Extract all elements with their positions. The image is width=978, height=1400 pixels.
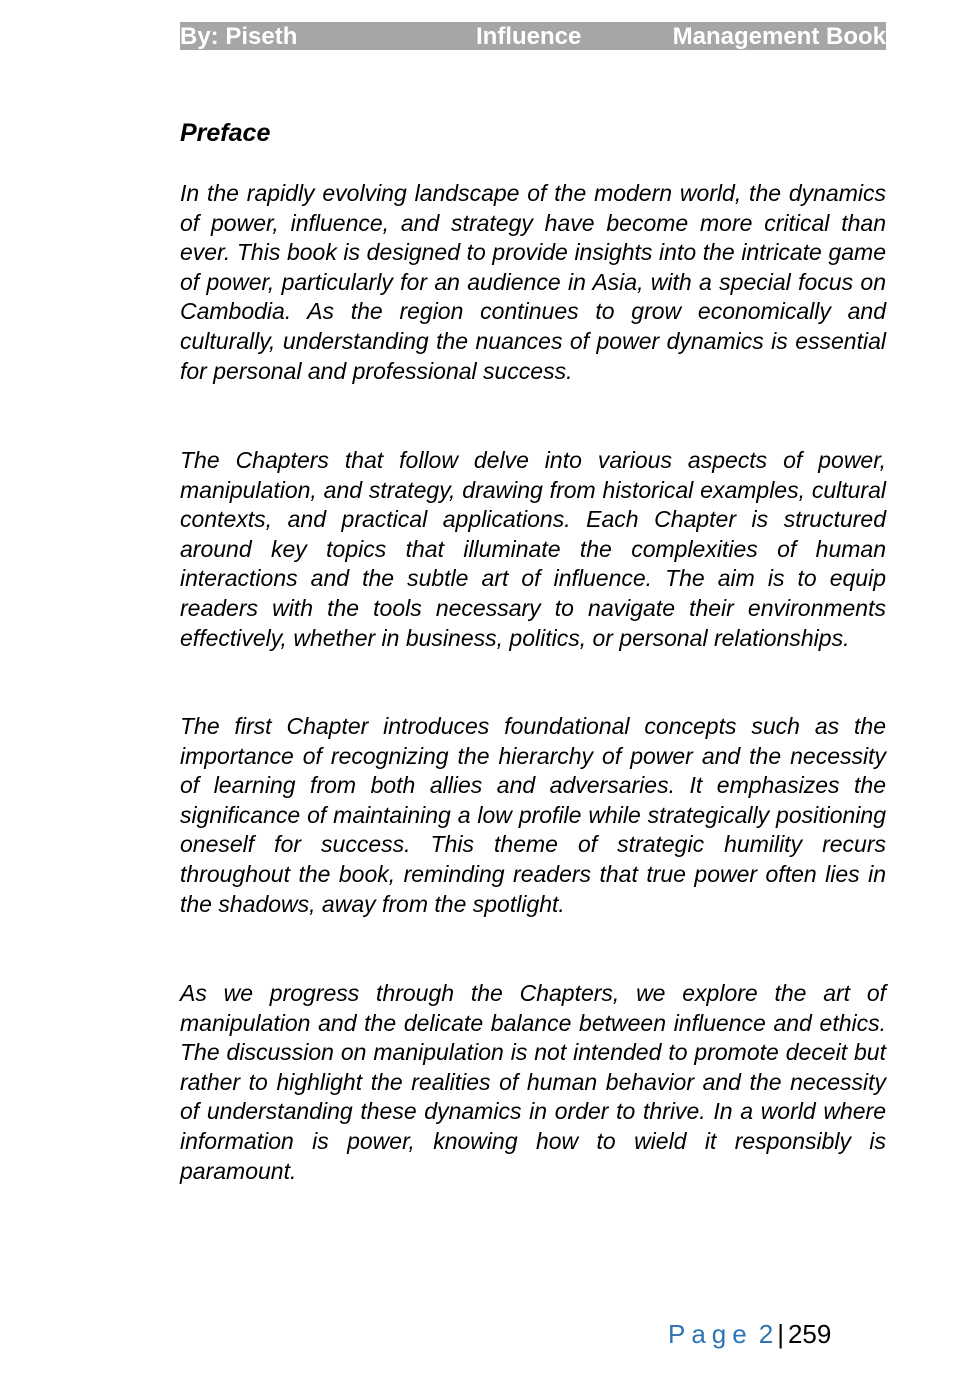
page-separator: | <box>777 1319 784 1349</box>
running-header <box>180 22 886 50</box>
section-title: Preface <box>180 119 271 147</box>
header-book-type: Management Book <box>672 23 886 50</box>
page-label: Page <box>668 1319 753 1349</box>
header-author: By: Piseth <box>180 23 298 50</box>
total-pages: 259 <box>787 1319 832 1349</box>
preface-paragraph-1: In the rapidly evolving landscape of the modern world, the dynamics of power, influence, and strategy have become more critical than ever. This book is designed to provide insights into the intricate game of power, particularly for an audience in Asia, with a special focus on Cambodia. As the region continues to grow economically and culturally, understanding the nuances of power dynamics is essential for personal and professional success. <box>180 180 886 384</box>
header-book-topic: Influence <box>476 23 582 50</box>
preface-paragraph-3: The first Chapter introduces foundational concepts such as the importance of recognizing the hierarchy of power and the necessity of learning from both allies and adversaries. It emphasizes the significance of maintaining a low profile while strategically positioning oneself for success. This theme of strategic humility recurs throughout the book, reminding readers that true power often lies in the shadows, away from the spotlight. <box>180 713 886 917</box>
current-page-number: 2 <box>758 1319 774 1349</box>
preface-paragraph-2: The Chapters that follow delve into various aspects of power, manipulation, and strategy, drawing from historical examples, cultural contexts, and practical applications. Each Chapter is structured around key topics that illuminate the complexities of human interactions and the subtle art of influence. The aim is to equip readers with the tools necessary to navigate their environments effectively, whether in business, politics, or personal relationships. <box>180 447 886 651</box>
preface-paragraph-4: As we progress through the Chapters, we explore the art of manipulation and the delicate balance between influence and ethics. The discussion on manipulation is not intended to promote deceit but rather to highlight the realities of human behavior and the necessity of understanding these dynamics in order to thrive. In a world where information is power, knowing how to wield it responsibly is paramount. <box>180 980 886 1184</box>
page-number-footer <box>668 1318 831 1350</box>
